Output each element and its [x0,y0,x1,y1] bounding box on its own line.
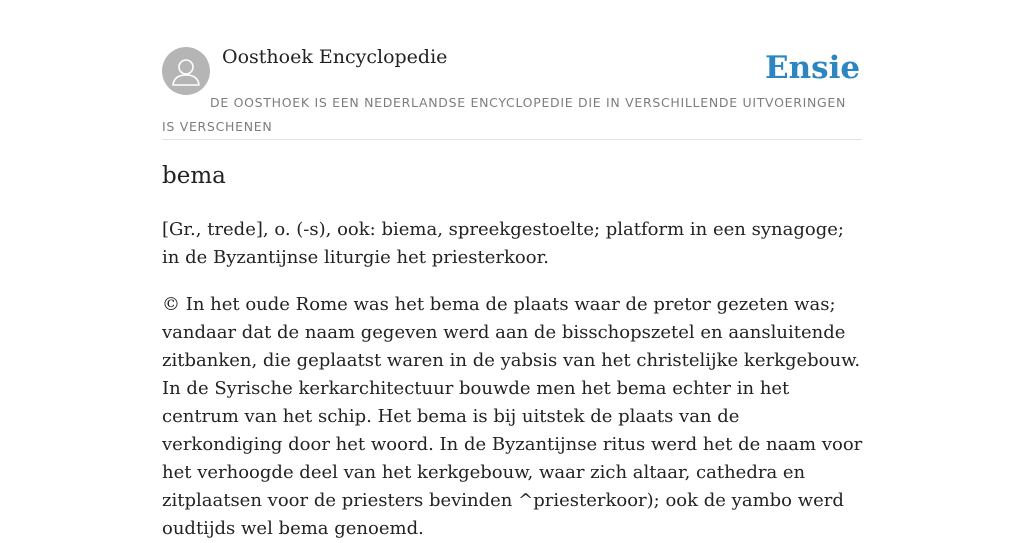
user-icon [162,47,210,95]
entry-definition: [Gr., trede], o. (-s), ook: biema, spreekgestoelte; platform in een synagoge; in de Byzantijnse liturgie het priesterkoor. [162,219,844,268]
site-tagline: DE OOSTHOEK IS EEN NEDERLANDSE ENCYCLOPEDIE DIE IN VERSCHILLENDE UITVOERINGEN IS VERSCHENEN [162,95,847,134]
site-title[interactable]: Oosthoek Encyclopedie [222,46,448,68]
brand-logo[interactable]: Ensie [765,50,861,86]
entry-title: bema [162,163,226,189]
entry-body: © In het oude Rome was het bema de plaats waar de pretor gezeten was; vandaar dat de naam gegeven werd aan de bisschopszetel en aansluitende zitbanken, die geplaatst waren in de yabsis van het christelijke kerkgebouw. In de Syrische kerkarchitectuur bouwde men het bema echter in het centrum van het schip. Het bema is bij uitstek de plaats van de verkondiging door het woord. In de Byzantijnse ritus werd het de naam voor het verhoogde deel van het kerkgebouw, waar zich altaar, cathedra en zitplaatsen voor de priesters bevinden ^priesterkoor); ook de yambo werd oudtijds wel bema genoemd. [162,294,863,539]
header-divider [162,139,862,140]
avatar[interactable] [162,47,210,95]
